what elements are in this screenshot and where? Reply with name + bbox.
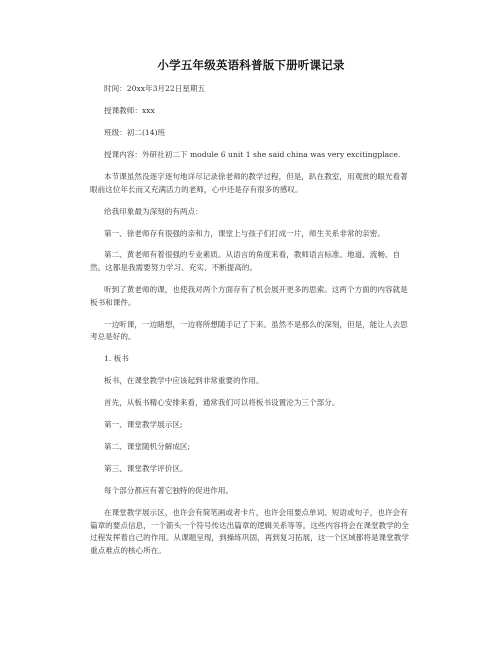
paragraph: 首先，从板书精心安排来看，通常我们可以将板书设置沦为三个部分。 — [104, 398, 340, 408]
paragraph: 每个部分都应有著它独特的促进作用。 — [104, 486, 234, 496]
paragraph: 在课堂教学展示区，也许会有简笔画或者卡片，也许会用要点单词、短语或句子，也许会有篇章的要点信息，一个箭头一个符号传达出篇章的逻辑关系等等。这些内容将会在课堂教学的全过程发挥着自己的作用。从课题呈现，到操练巩固，再到复习拓展，这一个区域都将是课堂教学重点难点的核心所在。 — [90, 508, 409, 555]
document-body — [90, 83, 412, 567]
section-heading: 1. 板书 — [104, 354, 129, 364]
list-item: 第三、课堂教学评价区。 — [104, 464, 188, 474]
paragraph-time: 时间：20xx年3月22日星期五 — [104, 84, 206, 93]
paragraph-teacher: 授课教师：xxx — [104, 105, 155, 115]
paragraph: 板书，在课堂教学中应该起到非常重要的作用。 — [104, 376, 264, 386]
list-item: 第一、课堂教学展示区; — [104, 420, 183, 430]
paragraph: 听到了黄老师的课，也使我对两个方面存有了机会展开更多的思索。这两个方面的内容就是板书和课件。 — [90, 285, 408, 307]
paragraph: 本节课虽然没逐字逐句地详尽记录徐老师的教学过程，但是，趴在教室，用观赏的眼光看著眼前这位年长而又充满活力的老师，心中还是存有很多的感叹。 — [90, 171, 408, 194]
document-title: 小学五年级英语科普版下册听课记录 — [157, 58, 345, 72]
paragraph: 第一、徐老师存有很强的亲和力，课堂上与孩子们打成一片，师生关系非常的亲密。 — [104, 228, 385, 238]
paragraph-class: 班级：初二(14)班 — [104, 127, 166, 137]
paragraph: 给我印象最为深刻的有两点： — [104, 206, 203, 216]
paragraph: 一边听课，一边睹想，一边将所想随手记了下来。虽然不是那么的深刻，但是，能让人去思考总是好的。 — [90, 319, 408, 342]
list-item: 第二、课堂随机分解成区; — [104, 442, 191, 452]
paragraph: 第二、黄老师有着很强的专业素质。从语言的角度来看，教师语言标准、地道、流畅、自然。这都是我需要努力学习、充实、不断提高的。 — [90, 250, 401, 273]
paragraph-lesson-content: 授课内容：外研社初二下 module 6 unit 1 she said china was very excitingplace. — [104, 149, 401, 159]
